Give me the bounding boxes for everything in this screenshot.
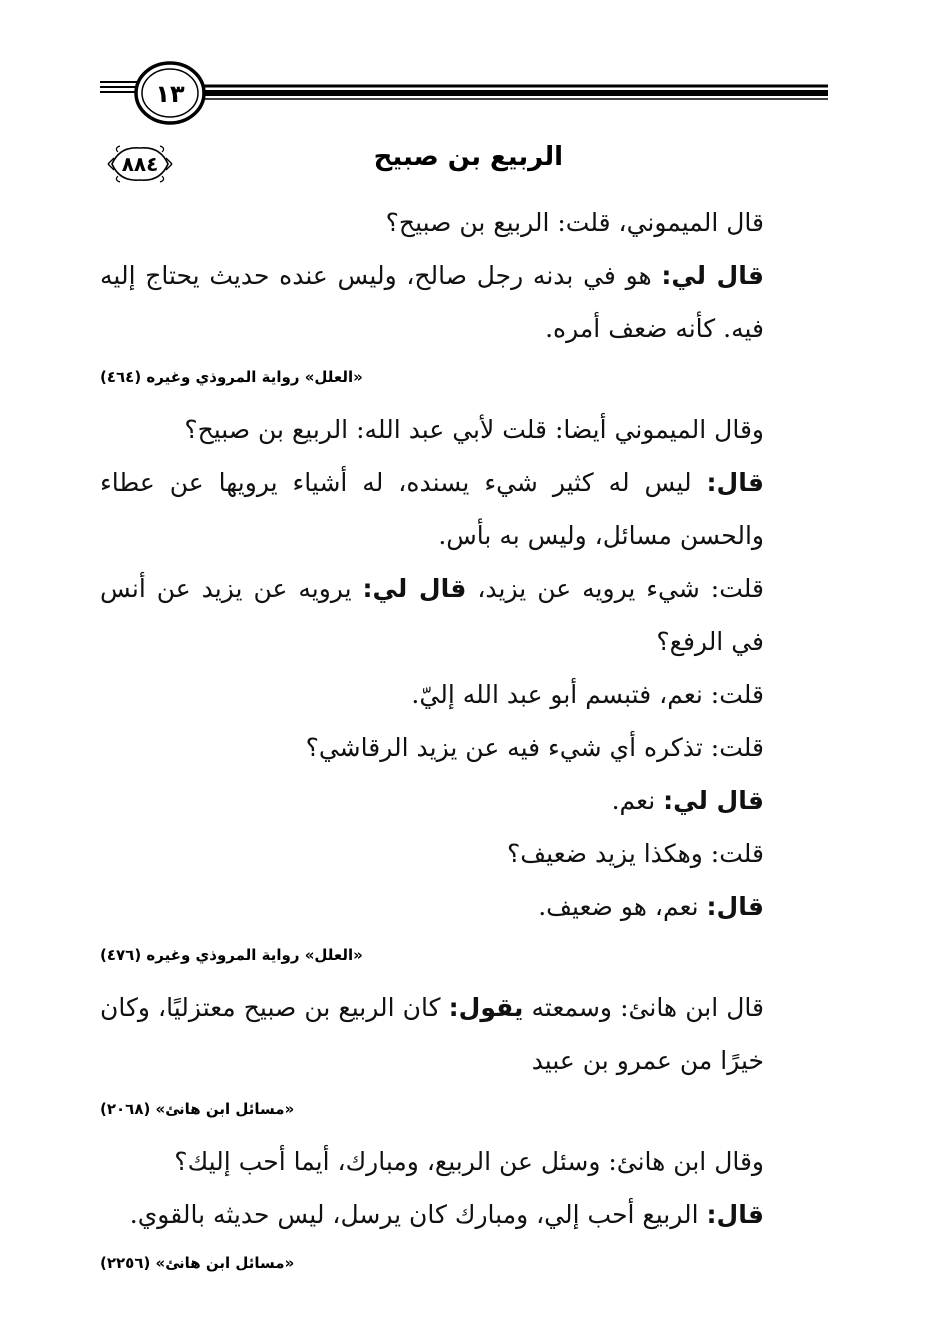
text-paragraph — [100, 456, 824, 562]
text-paragraph — [100, 562, 824, 668]
page-header — [100, 56, 828, 136]
speaker-lead: قال لي: — [661, 261, 764, 290]
entry-number: ٨٨٤ — [121, 152, 159, 176]
paragraph-text: كان الربيع بن صبيح معتزليًا، وكان خيرًا من عمرو بن عبيد — [100, 993, 764, 1075]
source-reference: «العلل» رواية المروذي وغيره (٤٧٦) — [100, 946, 363, 964]
paragraph-text: يرويه عن يزيد عن أنس في الرفع؟ — [100, 574, 764, 656]
paragraph-text-before: قلت: شيء يرويه عن يزيد، — [466, 574, 764, 603]
speaker-lead: قال لي: — [362, 574, 467, 603]
text-paragraph — [100, 774, 824, 827]
text-paragraph — [100, 1188, 824, 1241]
paragraph-text: ليس له كثير شيء يسنده، له أشياء يرويها عن عطاء والحسن مسائل، وليس به بأس. — [100, 468, 764, 550]
paragraph-text: قال الميموني، قلت: الربيع بن صبيح؟ — [385, 208, 764, 237]
header-rule-ornament — [100, 56, 828, 136]
paragraph-text: هو في بدنه رجل صالح، وليس عنده حديث يحتاج إليه فيه. كأنه ضعف أمره. — [100, 261, 764, 343]
text-paragraph — [100, 1135, 824, 1188]
entry-body — [100, 196, 824, 1289]
page-number: ١٣ — [155, 80, 185, 108]
text-paragraph — [100, 668, 824, 721]
source-reference: «مسائل ابن هانئ» (٢٢٥٦) — [100, 1254, 295, 1272]
speaker-lead: قال: — [706, 892, 764, 921]
speaker-lead: قال: — [706, 468, 764, 497]
text-paragraph — [100, 880, 824, 933]
speaker-lead: قال لي: — [663, 786, 764, 815]
paragraph-text: قلت: تذكره أي شيء فيه عن يزيد الرقاشي؟ — [305, 733, 764, 762]
speaker-lead: قال: — [706, 1200, 764, 1229]
text-paragraph — [100, 196, 824, 249]
speaker-lead: يقول: — [448, 993, 524, 1022]
paragraph-text: نعم، هو ضعيف. — [538, 892, 707, 921]
entry-title: الربيع بن صبيح — [373, 142, 563, 172]
text-paragraph — [100, 403, 824, 456]
text-paragraph — [100, 249, 824, 355]
paragraph-text: نعم. — [611, 786, 664, 815]
paragraph-text: وقال الميموني أيضا: قلت لأبي عبد الله: الربيع بن صبيح؟ — [184, 415, 764, 444]
paragraph-text-before: قال ابن هانئ: وسمعته — [523, 993, 764, 1022]
text-paragraph — [100, 827, 824, 880]
entry-heading — [100, 140, 828, 188]
text-paragraph — [100, 721, 824, 774]
paragraph-text: قلت: وهكذا يزيد ضعيف؟ — [507, 839, 764, 868]
paragraph-text: قلت: نعم، فتبسم أبو عبد الله إليّ. — [411, 680, 764, 709]
paragraph-text: وقال ابن هانئ: وسئل عن الربيع، ومبارك، أيما أحب إليك؟ — [174, 1147, 764, 1176]
source-reference: «مسائل ابن هانئ» (٢٠٦٨) — [100, 1100, 295, 1118]
text-paragraph — [100, 981, 824, 1087]
paragraph-text: الربيع أحب إلي، ومبارك كان يرسل، ليس حديثه بالقوي. — [129, 1200, 707, 1229]
source-reference: «العلل» رواية المروذي وغيره (٤٦٤) — [100, 368, 363, 386]
